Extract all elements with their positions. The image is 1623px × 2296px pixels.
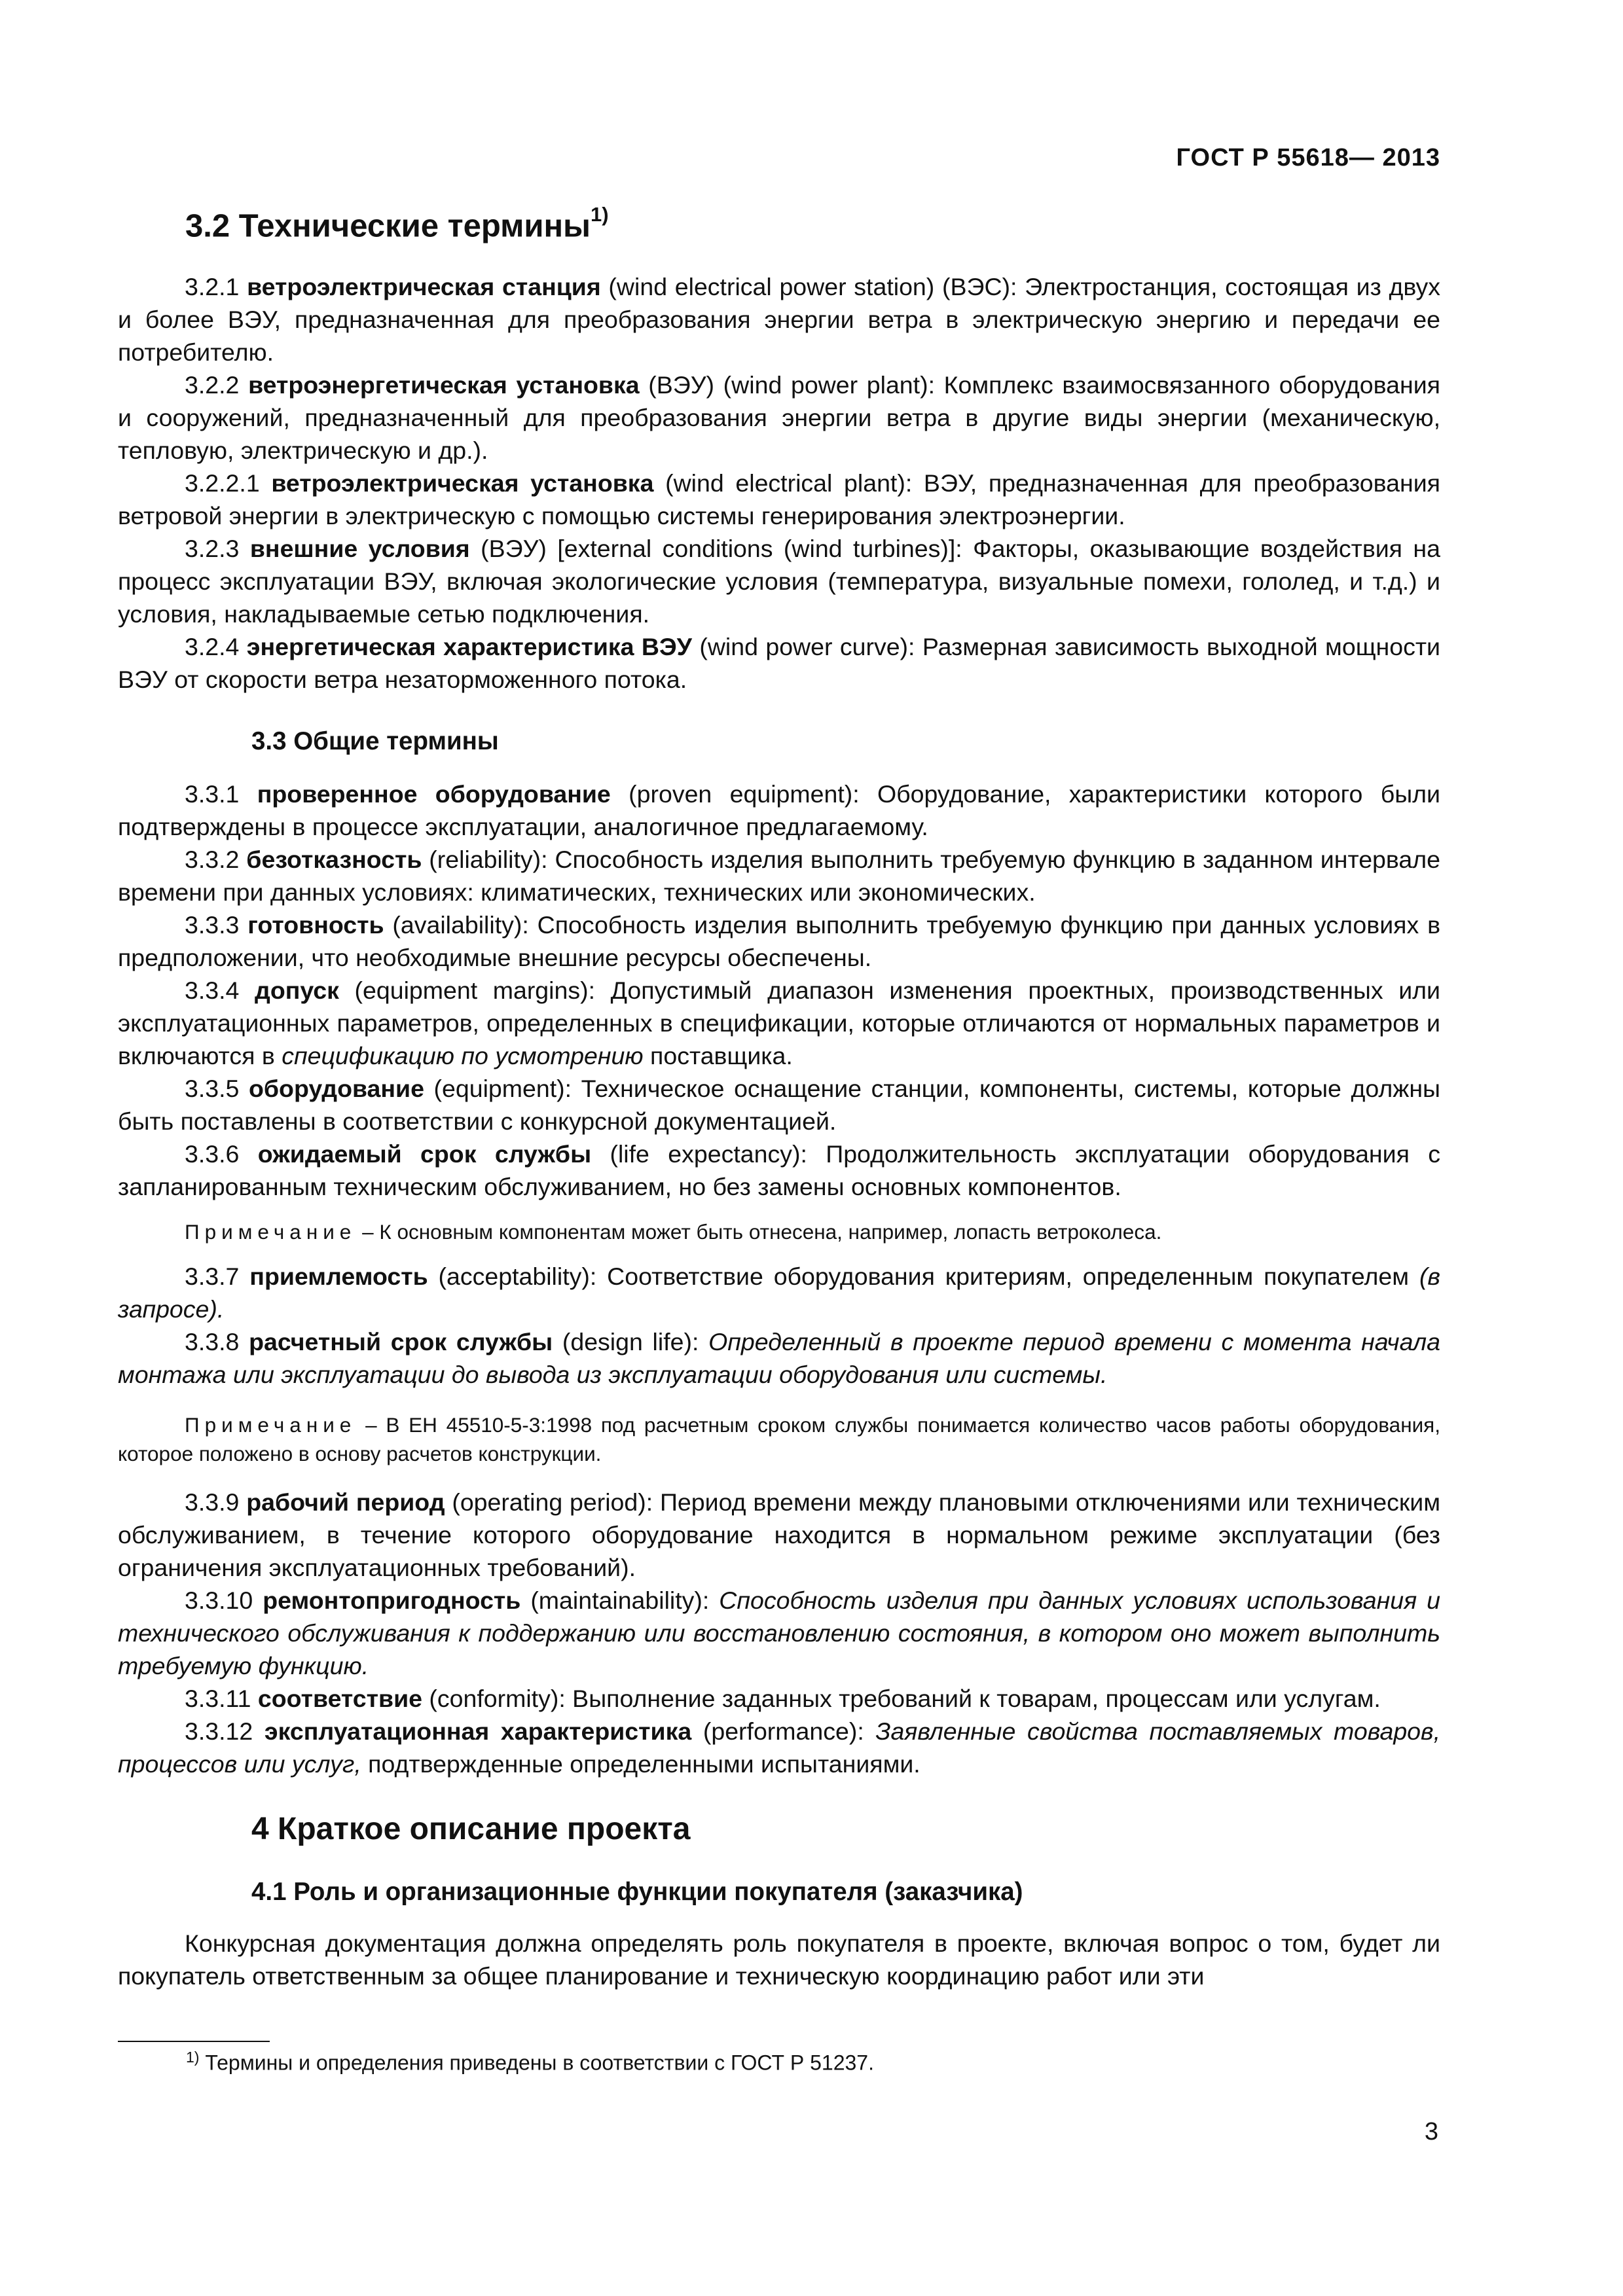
term-name: ожидаемый срок службы xyxy=(257,1140,592,1168)
term-3-3-12 xyxy=(118,1715,1440,1780)
term-name: ветроэлектрическая станция xyxy=(247,273,601,300)
term-number: 3.2.2.1 xyxy=(185,469,272,497)
term-3-3-1 xyxy=(118,778,1440,843)
footnote-text: Термины и определения приведены в соответствии с ГОСТ Р 51237. xyxy=(199,2051,874,2075)
term-definition: (wind power curve): Размерная зависимость выходной мощности ВЭУ от скорости ветра незаторможенного потока. xyxy=(118,633,1440,693)
term-definition: (availability): Способность изделия выполнить требуемую функцию при данных условиях в предположении, что необходимые внешние ресурсы обеспечены. xyxy=(118,911,1440,971)
term-3-3-8 xyxy=(118,1325,1440,1391)
term-3-3-9 xyxy=(118,1486,1440,1584)
term-3-2-2 xyxy=(118,368,1440,467)
page-number: 3 xyxy=(1424,2118,1438,2145)
term-3-2-2-1 xyxy=(118,467,1440,532)
term-definition: (wind electrical power station) (ВЭС): Электростанция, состоящая из двух и более ВЭУ, предназначенная для преобразования энергии ветра в электрическую энергию и передачи ее потребителю. xyxy=(118,273,1440,366)
term-number: 3.3.11 xyxy=(185,1685,258,1712)
section-3-2-body xyxy=(118,270,1440,696)
term-3-3-6 xyxy=(118,1138,1440,1203)
footnote-separator xyxy=(118,2041,270,2042)
term-definition: (design life): xyxy=(553,1328,709,1355)
term-tail: подтвержденные определенными испытаниями. xyxy=(361,1750,921,1778)
section-3-3-body xyxy=(118,778,1440,1203)
term-number: 3.3.3 xyxy=(185,911,248,939)
footnote-marker: 1) xyxy=(186,2049,200,2066)
term-italic: спецификацию по усмотрению xyxy=(282,1042,644,1069)
term-number: 3.3.1 xyxy=(185,780,257,808)
term-name: рабочий период xyxy=(246,1488,445,1516)
term-number: 3.3.6 xyxy=(185,1140,258,1168)
note-2-block xyxy=(118,1410,1440,1468)
term-name: расчетный срок службы xyxy=(249,1328,553,1355)
term-definition: (operating period): Период времени между плановыми отключениями или техническим обслуживанием, в течение которого оборудование находится в нормальном режиме эксплуатации (без ограничения эксплуатационных требований). xyxy=(118,1488,1441,1581)
term-name: проверенное оборудование xyxy=(257,780,611,808)
term-number: 3.2.3 xyxy=(185,535,250,562)
term-definition: (wind electrical plant): ВЭУ, предназначенная для преобразования ветровой энергии в электрическую с помощью системы генерирования электроэнергии. xyxy=(118,469,1440,529)
note-1 xyxy=(118,1217,1440,1246)
term-name: безотказность xyxy=(246,846,422,873)
term-definition: (proven equipment): Оборудование, характеристики которого были подтверждены в процессе эксплуатации, аналогичное предлагаемому. xyxy=(118,780,1440,840)
terms-3-3-7-8 xyxy=(118,1260,1440,1391)
term-number: 3.3.9 xyxy=(185,1488,247,1516)
term-number: 3.3.4 xyxy=(185,977,255,1004)
footnote-ref: 1) xyxy=(590,203,609,226)
term-number: 3.3.7 xyxy=(185,1263,250,1290)
terms-3-3-9-12 xyxy=(118,1486,1440,1780)
term-3-3-7 xyxy=(118,1260,1440,1325)
section-3-2-heading xyxy=(185,203,609,244)
term-name: ветроэлектрическая установка xyxy=(271,469,654,497)
term-3-2-3 xyxy=(118,532,1440,630)
standard-header: ГОСТ Р 55618— 2013 xyxy=(1176,144,1440,171)
term-definition: (equipment): Техническое оснащение станции, компоненты, системы, которые должны быть поставлены в соответствии с конкурсной документацией. xyxy=(118,1075,1441,1135)
term-definition: (reliability): Способность изделия выполнить требуемую функцию в заданном интервале времени при данных условиях: климатических, технических или экономических. xyxy=(118,846,1441,906)
term-number: 3.3.8 xyxy=(185,1328,249,1355)
term-italic: Заявленные свойства поставляемых товаров, процессов или услуг, xyxy=(118,1717,1441,1778)
term-number: 3.2.2 xyxy=(185,371,249,399)
term-name: приемлемость xyxy=(249,1263,428,1290)
term-definition: (acceptability): Соответствие оборудования критериям, определенным покупателем xyxy=(428,1263,1419,1290)
section-3-2-title: 3.2 Технические термины xyxy=(185,208,591,244)
term-3-3-4 xyxy=(118,974,1440,1072)
term-number: 3.3.5 xyxy=(185,1075,249,1102)
term-definition: (equipment margins): Допустимый диапазон изменения проектных, производственных или эксплуатационных параметров, определенных в спецификации, которые отличаются от нормальных параметров и включаются в xyxy=(118,977,1440,1069)
note-label: Примечание xyxy=(185,1413,357,1437)
section-4-heading-block xyxy=(118,1810,1440,1849)
term-definition: (ВЭУ) [external conditions (wind turbines)]: Факторы, оказывающие воздействия на процесс эксплуатации ВЭУ, включая экологические условия (температура, визуальные помехи, гололед, и т.д.) и условия, накладываемые сетью подключения. xyxy=(118,535,1441,628)
term-3-2-4 xyxy=(118,630,1440,696)
section-3-3-heading-block xyxy=(118,723,1440,760)
term-number: 3.3.12 xyxy=(185,1717,264,1745)
term-3-3-11 xyxy=(118,1682,1440,1715)
term-3-2-1 xyxy=(118,270,1440,368)
term-name: внешние условия xyxy=(249,535,470,562)
term-name: допуск xyxy=(255,977,339,1004)
section-4-1-body xyxy=(118,1927,1440,1992)
term-name: готовность xyxy=(247,911,384,939)
term-number: 3.2.4 xyxy=(185,633,247,660)
section-3-3-heading: 3.3 Общие термины xyxy=(251,727,499,755)
term-name: энергетическая характеристика ВЭУ xyxy=(246,633,692,660)
note-label: Примечание xyxy=(185,1220,357,1244)
term-definition: (performance): xyxy=(691,1717,876,1745)
note-text: – В ЕН 45510-5-3:1998 под расчетным сроком службы понимается количество часов работы оборудования, которое положено в основу расчетов конструкции. xyxy=(118,1413,1440,1465)
term-italic: Способность изделия при данных условиях использования и технического обслуживания к поддержанию или восстановлению состояния, в котором оно может выполнить требуемую функцию. xyxy=(118,1587,1440,1679)
term-name: ремонтопригодность xyxy=(263,1587,521,1614)
note-text: – К основным компонентам может быть отнесена, например, лопасть ветроколеса. xyxy=(356,1220,1162,1244)
paragraph-4-1: Конкурсная документация должна определять роль покупателя в проекте, включая вопрос о том, будет ли покупатель ответственным за общее планирование и техническую координацию работ или эти xyxy=(118,1929,1440,1990)
note-2 xyxy=(118,1410,1440,1468)
term-definition: (conformity): Выполнение заданных требований к товарам, процессам или услугам. xyxy=(422,1685,1381,1712)
term-definition: (life expectancy): Продолжительность эксплуатации оборудования с запланированным техническим обслуживанием, но без замены основных компонентов. xyxy=(118,1140,1441,1200)
term-name: соответствие xyxy=(257,1685,422,1712)
term-number: 3.3.10 xyxy=(185,1587,263,1614)
footnote xyxy=(186,2049,874,2075)
term-tail: поставщика. xyxy=(643,1042,793,1069)
section-4-heading: 4 Краткое описание проекта xyxy=(251,1812,691,1846)
term-italic: (в запросе). xyxy=(118,1263,1440,1323)
term-name: ветроэнергетическая установка xyxy=(248,371,640,399)
term-3-3-3 xyxy=(118,908,1440,974)
term-definition: (ВЭУ) (wind power plant): Комплекс взаимосвязанного оборудования и сооружений, предназначенный для преобразования энергии ветра в другие виды энергии (механическую, тепловую, электрическую и др.). xyxy=(118,371,1440,464)
section-4-1-heading-block xyxy=(118,1874,1440,1910)
term-definition: (maintainability): xyxy=(520,1587,720,1614)
term-number: 3.3.2 xyxy=(185,846,247,873)
term-3-3-2 xyxy=(118,843,1440,908)
section-4-1-heading: 4.1 Роль и организационные функции покупателя (заказчика) xyxy=(251,1878,1023,1906)
term-italic: Определенный в проекте период времени с момента начала монтажа или эксплуатации до вывода из эксплуатации оборудования или системы. xyxy=(118,1328,1441,1388)
term-number: 3.2.1 xyxy=(185,273,247,300)
term-3-3-5 xyxy=(118,1072,1440,1138)
term-name: оборудование xyxy=(248,1075,424,1102)
term-name: эксплуатационная характеристика xyxy=(264,1717,692,1745)
term-3-3-10 xyxy=(118,1584,1440,1682)
note-1-block xyxy=(118,1217,1440,1246)
